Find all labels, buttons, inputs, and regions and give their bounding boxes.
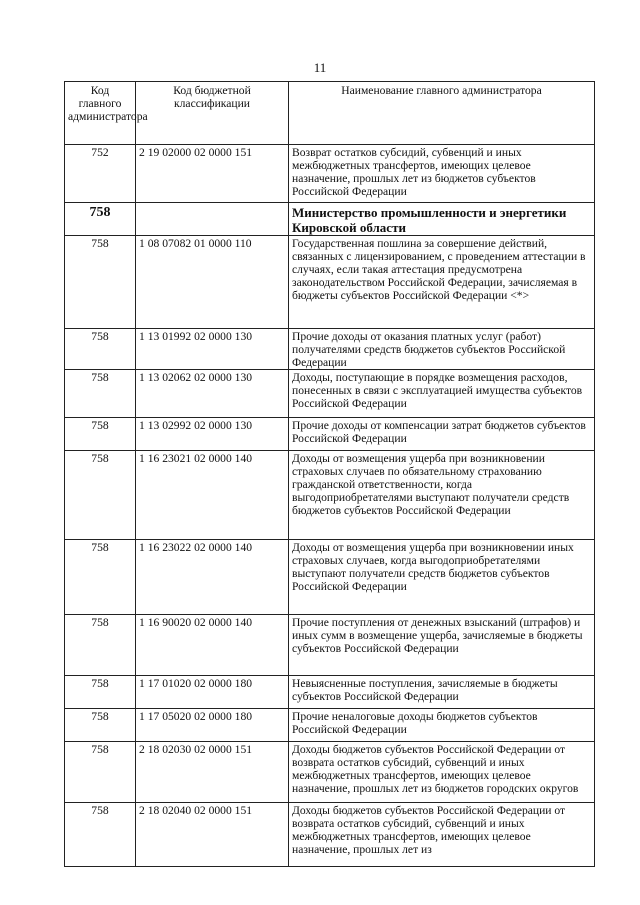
kbk-cell: 2 18 02030 02 0000 151 xyxy=(136,742,289,803)
kbk-cell xyxy=(136,203,289,236)
table-row xyxy=(65,615,595,676)
kbk-cell: 2 18 02040 02 0000 151 xyxy=(136,803,289,867)
name-cell: Доходы, поступающие в порядке возмещения расходов, понесенных в связи с эксплуатацией имущества субъектов Российской Федерации xyxy=(289,370,595,418)
admin-code-cell: 758 xyxy=(65,370,136,418)
kbk-cell: 1 16 23021 02 0000 140 xyxy=(136,451,289,540)
table-row xyxy=(65,709,595,742)
admin-code-cell: 758 xyxy=(65,676,136,709)
table-row xyxy=(65,540,595,615)
table-row xyxy=(65,418,595,451)
table-row xyxy=(65,236,595,329)
name-cell: Прочие неналоговые доходы бюджетов субъектов Российской Федерации xyxy=(289,709,595,742)
page-number: 11 xyxy=(313,60,327,75)
table-row xyxy=(65,742,595,803)
table-row xyxy=(65,370,595,418)
kbk-cell: 2 19 02000 02 0000 151 xyxy=(136,145,289,203)
kbk-cell: 1 13 02062 02 0000 130 xyxy=(136,370,289,418)
name-cell: Доходы бюджетов субъектов Российской Федерации от возврата остатков субсидий, субвенций и иных межбюджетных трансфертов, имеющих целевое назначение, прошлых лет из xyxy=(289,803,595,867)
kbk-cell: 1 17 05020 02 0000 180 xyxy=(136,709,289,742)
name-cell: Доходы от возмещения ущерба при возникновении страховых случаев по обязательному страхованию гражданской ответственности, когда выгодоприобретателями выступают получатели средств бюджетов субъектов Российской Федерации xyxy=(289,451,595,540)
admin-code-cell: 758 xyxy=(65,709,136,742)
name-cell: Невыясненные поступления, зачисляемые в бюджеты субъектов Российской Федерации xyxy=(289,676,595,709)
header-kbk: Код бюджетной классификации xyxy=(136,82,289,145)
name-cell: Доходы от возмещения ущерба при возникновении иных страховых случаев, когда выгодоприобретателями выступают получатели средств бюджетов субъектов Российской Федерации xyxy=(289,540,595,615)
name-cell: Государственная пошлина за совершение действий, связанных с лицензированием, с проведением аттестации в случаях, если такая аттестация предусмотрена законодательством Российской Федерации, зачисляемая в бюджеты субъектов Российской Федерации <*> xyxy=(289,236,595,329)
name-cell: Прочие поступления от денежных взысканий (штрафов) и иных сумм в возмещение ущерба, зачисляемые в бюджеты субъектов Российской Федерации xyxy=(289,615,595,676)
budget-classification-table xyxy=(64,81,595,867)
admin-code-cell: 758 xyxy=(65,540,136,615)
table-row xyxy=(65,803,595,867)
kbk-cell: 1 13 02992 02 0000 130 xyxy=(136,418,289,451)
admin-code-cell: 752 xyxy=(65,145,136,203)
kbk-cell: 1 08 07082 01 0000 110 xyxy=(136,236,289,329)
admin-code-cell: 758 xyxy=(65,803,136,867)
admin-code-cell: 758 xyxy=(65,451,136,540)
admin-code-cell: 758 xyxy=(65,236,136,329)
name-cell: Возврат остатков субсидий, субвенций и иных межбюджетных трансфертов, имеющих целевое назначение, прошлых лет из бюджетов субъектов Российской Федерации xyxy=(289,145,595,203)
header-name: Наименование главного администратора xyxy=(289,82,595,145)
admin-code-cell: 758 xyxy=(65,615,136,676)
kbk-cell: 1 16 23022 02 0000 140 xyxy=(136,540,289,615)
name-cell: Прочие доходы от оказания платных услуг (работ) получателями средств бюджетов субъектов Российской Федерации xyxy=(289,329,595,370)
table-header-row xyxy=(65,82,595,145)
kbk-cell: 1 13 01992 02 0000 130 xyxy=(136,329,289,370)
table-row xyxy=(65,676,595,709)
table-row xyxy=(65,451,595,540)
name-cell: Министерство промышленности и энергетики Кировской области xyxy=(289,203,595,236)
department-row xyxy=(65,203,595,236)
kbk-cell: 1 17 01020 02 0000 180 xyxy=(136,676,289,709)
kbk-cell: 1 16 90020 02 0000 140 xyxy=(136,615,289,676)
admin-code-cell: 758 xyxy=(65,418,136,451)
header-admin-code: Код главного администратора xyxy=(65,82,136,145)
table-row xyxy=(65,145,595,203)
admin-code-cell: 758 xyxy=(65,742,136,803)
name-cell: Прочие доходы от компенсации затрат бюджетов субъектов Российской Федерации xyxy=(289,418,595,451)
name-cell: Доходы бюджетов субъектов Российской Федерации от возврата остатков субсидий, субвенций и иных межбюджетных трансфертов, имеющих целевое назначение, прошлых лет из бюджетов городских округов xyxy=(289,742,595,803)
table-row xyxy=(65,329,595,370)
admin-code-cell: 758 xyxy=(65,329,136,370)
admin-code-cell: 758 xyxy=(65,203,136,236)
